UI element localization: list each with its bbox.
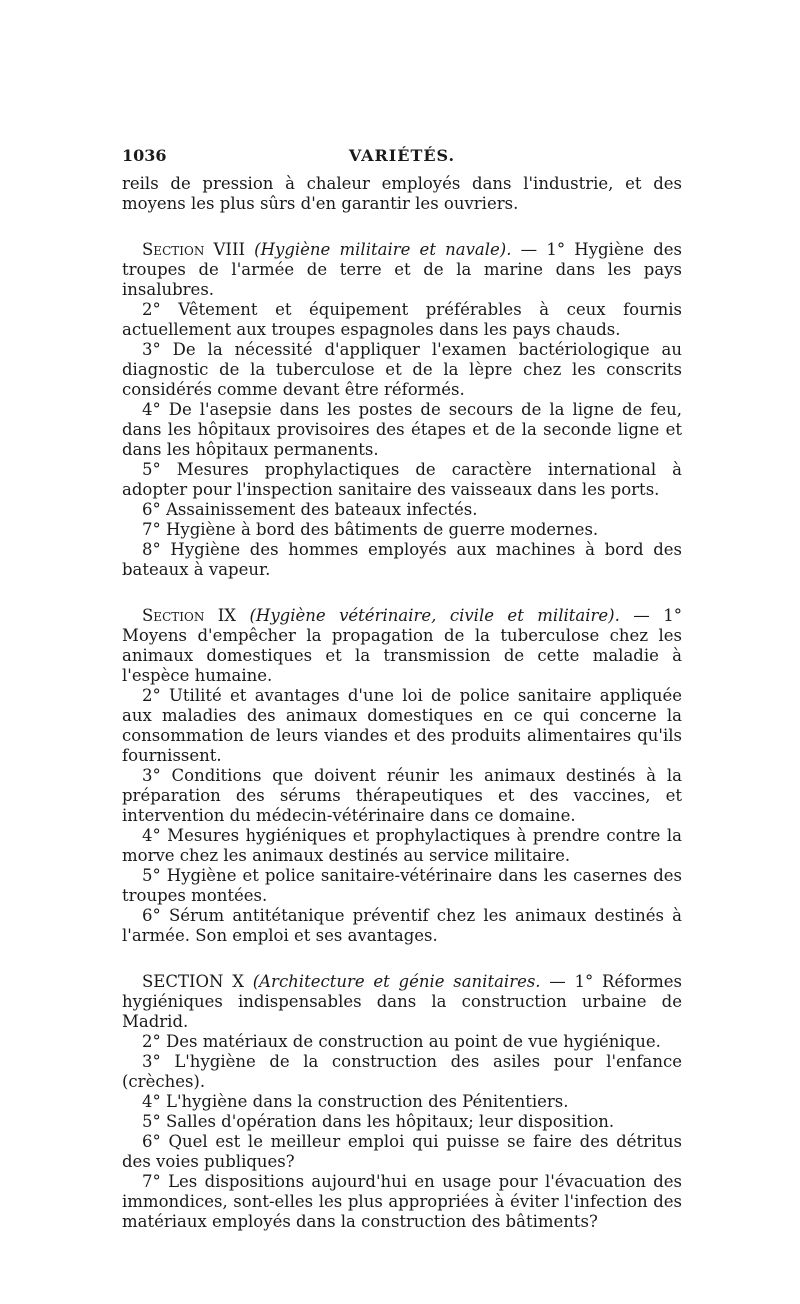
section-viii-item-4: 4° De l'asepsie dans les postes de secours de la ligne de feu, dans les hôpitaux provisoires des étapes et de la seconde ligne et dans les hôpitaux permanents.	[122, 400, 682, 459]
section-viii-item-8: 8° Hygiène des hommes employés aux machines à bord des bateaux à vapeur.	[122, 540, 682, 579]
section-x-lead	[122, 972, 682, 1032]
page-number: 1036	[122, 146, 167, 165]
section-ix-item-6: 6° Sérum antitétanique préventif chez les animaux destinés à l'armée. Son emploi et ses avantages.	[122, 906, 682, 945]
section-viii-item-2: 2° Vêtement et équipement préférables à ceux fournis actuellement aux troupes espagnoles dans les pays chauds.	[122, 300, 682, 339]
section-ix-lead	[122, 606, 682, 686]
section-title: (Hygiène vétérinaire, civile et militaire).	[249, 606, 620, 625]
section-viii-lead	[122, 240, 682, 300]
section-x-item-7: 7° Les dispositions aujourd'hui en usage pour l'évacuation des immondices, sont-elles les plus appropriées à éviter l'infection des matériaux employés dans la construction des bâtiments?	[122, 1172, 682, 1231]
section-viii-item-5: 5° Mesures prophylactiques de caractère international à adopter pour l'inspection sanitaire des vaisseaux dans les ports.	[122, 460, 682, 499]
section-title: (Hygiène militaire et navale).	[254, 240, 512, 259]
section-x-item-6: 6° Quel est le meilleur emploi qui puisse se faire des détritus des voies publiques?	[122, 1132, 682, 1171]
page-header	[122, 146, 682, 172]
section-heading: Section IX	[142, 606, 237, 625]
section-x-item-3: 3° L'hygiène de la construction des asiles pour l'enfance (crèches).	[122, 1052, 682, 1091]
section-lead-text: — 1° Hygiène des troupes de l'armée de terre et de la marine dans les pays insalubres.	[122, 240, 682, 299]
section-x-item-2: 2° Des matériaux de construction au point de vue hygiénique.	[142, 1032, 661, 1051]
intro-paragraph: reils de pression à chaleur employés dans l'industrie, et des moyens les plus sûrs d'en garantir les ouvriers.	[122, 174, 682, 213]
section-viii	[122, 240, 682, 580]
section-ix-item-5: 5° Hygiène et police sanitaire-vétérinaire dans les casernes des troupes montées.	[122, 866, 682, 905]
section-lead-text: — 1° Moyens d'empêcher la propagation de la tuberculose chez les animaux domestiques et la transmission de cette maladie à l'espèce humaine.	[122, 606, 682, 685]
section-heading: SECTION X	[142, 972, 244, 991]
section-x	[122, 972, 682, 1232]
section-ix-item-4: 4° Mesures hygiéniques et prophylactiques à prendre contre la morve chez les animaux destinés au service militaire.	[122, 826, 682, 865]
section-x-item-5: 5° Salles d'opération dans les hôpitaux; leur disposition.	[142, 1112, 615, 1131]
section-lead-text: — 1° Réformes hygiéniques indispensables dans la construction urbaine de Madrid.	[122, 972, 683, 1031]
section-viii-item-6: 6° Assainissement des bateaux infectés.	[142, 500, 478, 519]
section-ix	[122, 606, 682, 946]
section-x-item-4: 4° L'hygiène dans la construction des Pénitentiers.	[142, 1092, 569, 1111]
section-gap	[122, 580, 682, 606]
section-viii-item-7: 7° Hygiène à bord des bâtiments de guerre modernes.	[142, 520, 599, 539]
book-page	[122, 146, 682, 1232]
section-heading: Section VIII	[142, 240, 245, 259]
section-title: (Architecture et génie sanitaires.	[252, 972, 541, 991]
section-gap	[122, 946, 682, 972]
section-ix-item-3: 3° Conditions que doivent réunir les animaux destinés à la préparation des sérums thérapeutiques et des vaccines, et intervention du médecin-vétérinaire dans ce domaine.	[122, 766, 682, 825]
section-viii-item-3: 3° De la nécessité d'appliquer l'examen bactériologique au diagnostic de la tuberculose et de la lèpre chez les conscrits considérés comme devant être réformés.	[122, 340, 682, 399]
section-gap	[122, 214, 682, 240]
running-title: VARIÉTÉS.	[348, 146, 456, 165]
section-ix-item-2: 2° Utilité et avantages d'une loi de police sanitaire appliquée aux maladies des animaux domestiques en ce qui concerne la consommation de leurs viandes et des produits alimentaires qu'ils fournissent.	[122, 686, 682, 765]
